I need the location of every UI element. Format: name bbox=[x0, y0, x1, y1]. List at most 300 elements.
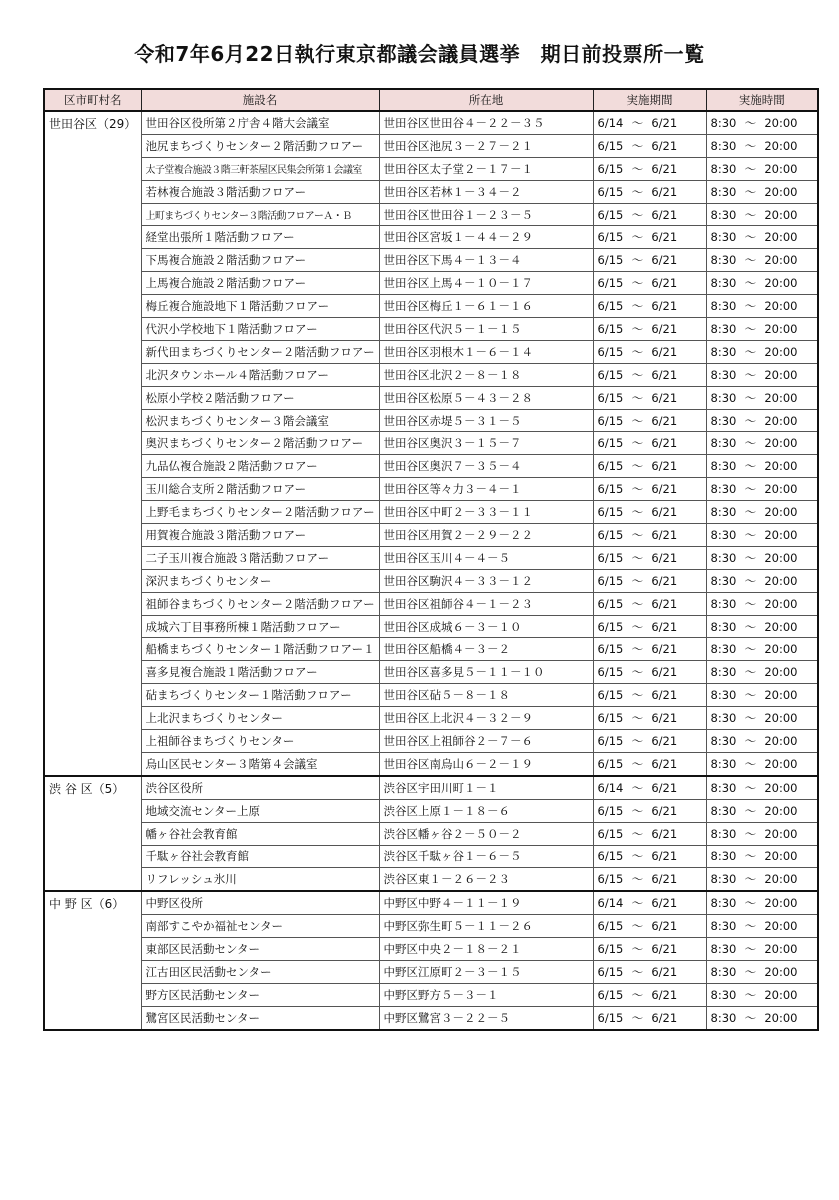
address-cell: 世田谷区赤堤５－３１－５ bbox=[379, 409, 593, 432]
period-end: 6/21 bbox=[651, 344, 678, 359]
period-separator: ～ bbox=[631, 573, 644, 588]
period-separator: ～ bbox=[631, 711, 644, 726]
hours-start: 8:30 bbox=[710, 711, 737, 726]
period-start: 6/15 bbox=[597, 733, 624, 748]
period-end: 6/21 bbox=[651, 711, 678, 726]
hours-end: 20:00 bbox=[764, 780, 798, 795]
hours-end: 20:00 bbox=[764, 207, 798, 222]
period-separator: ～ bbox=[631, 367, 644, 382]
table-row bbox=[44, 272, 818, 295]
hours-start: 8:30 bbox=[710, 596, 737, 611]
facility-cell: リフレッシュ氷川 bbox=[141, 868, 379, 891]
facility-cell: 東部区民活動センター bbox=[141, 938, 379, 961]
period-start: 6/15 bbox=[597, 390, 624, 405]
address-cell: 世田谷区玉川４－４－５ bbox=[379, 546, 593, 569]
period-separator: ～ bbox=[631, 436, 644, 451]
hours-end: 20:00 bbox=[764, 803, 798, 818]
period-separator: ～ bbox=[631, 321, 644, 336]
hours-start: 8:30 bbox=[710, 942, 737, 956]
hours-start: 8:30 bbox=[710, 299, 737, 314]
hours-start: 8:30 bbox=[710, 207, 737, 222]
facility-cell: 世田谷区役所第２庁舎４階大会議室 bbox=[141, 111, 379, 134]
period-separator: ～ bbox=[631, 459, 644, 474]
hours-start: 8:30 bbox=[710, 642, 737, 657]
hours-separator: ～ bbox=[744, 184, 757, 199]
municipality-cell: 渋 谷 区（5） bbox=[44, 776, 141, 891]
hours-separator: ～ bbox=[744, 459, 757, 474]
period-separator: ～ bbox=[631, 390, 644, 405]
facility-cell: 経堂出張所１階活動フロアー bbox=[141, 226, 379, 249]
hours-end: 20:00 bbox=[764, 527, 798, 542]
period-start: 6/15 bbox=[597, 756, 624, 771]
period-cell bbox=[593, 776, 706, 799]
period-separator: ～ bbox=[631, 964, 644, 979]
period-cell bbox=[593, 455, 706, 478]
period-start: 6/15 bbox=[597, 321, 624, 336]
hours-separator: ～ bbox=[744, 482, 757, 497]
hours-start: 8:30 bbox=[710, 505, 737, 520]
hours-cell bbox=[706, 340, 818, 363]
address-cell: 世田谷区成城６－３－１０ bbox=[379, 615, 593, 638]
period-cell bbox=[593, 845, 706, 868]
hours-separator: ～ bbox=[744, 276, 757, 291]
hours-separator: ～ bbox=[744, 826, 757, 841]
municipality-cell: 世田谷区（29） bbox=[44, 111, 141, 776]
table-row bbox=[44, 226, 818, 249]
period-separator: ～ bbox=[631, 803, 644, 818]
period-cell bbox=[593, 432, 706, 455]
period-separator: ～ bbox=[631, 230, 644, 245]
address-cell: 世田谷区用賀２－２９－２２ bbox=[379, 524, 593, 547]
address-cell: 中野区江原町２－３－１５ bbox=[379, 960, 593, 983]
hours-start: 8:30 bbox=[710, 964, 737, 979]
period-start: 6/15 bbox=[597, 207, 624, 222]
facility-cell: 太子堂複合施設３階三軒茶屋区民集会所第１会議室 bbox=[141, 157, 379, 180]
period-start: 6/15 bbox=[597, 413, 624, 428]
facility-cell: 深沢まちづくりセンター bbox=[141, 569, 379, 592]
hours-end: 20:00 bbox=[764, 138, 798, 153]
hours-start: 8:30 bbox=[710, 849, 737, 864]
period-separator: ～ bbox=[631, 505, 644, 520]
header-row bbox=[44, 89, 818, 111]
hours-end: 20:00 bbox=[764, 849, 798, 864]
header-hours: 実施時間 bbox=[706, 89, 818, 111]
hours-separator: ～ bbox=[744, 942, 757, 956]
hours-start: 8:30 bbox=[710, 826, 737, 841]
period-cell bbox=[593, 226, 706, 249]
period-start: 6/15 bbox=[597, 184, 624, 199]
period-start: 6/15 bbox=[597, 505, 624, 520]
hours-end: 20:00 bbox=[764, 276, 798, 291]
period-end: 6/21 bbox=[651, 115, 678, 130]
header-period: 実施期間 bbox=[593, 89, 706, 111]
period-cell bbox=[593, 318, 706, 341]
table-row bbox=[44, 111, 818, 134]
facility-cell: 下馬複合施設２階活動フロアー bbox=[141, 249, 379, 272]
table-row bbox=[44, 524, 818, 547]
facility-cell: 江古田区民活動センター bbox=[141, 960, 379, 983]
table-row bbox=[44, 432, 818, 455]
period-end: 6/21 bbox=[651, 230, 678, 245]
period-start: 6/15 bbox=[597, 711, 624, 726]
address-cell: 渋谷区東１－２６－２３ bbox=[379, 868, 593, 891]
hours-separator: ～ bbox=[744, 872, 757, 887]
period-end: 6/21 bbox=[651, 207, 678, 222]
period-cell bbox=[593, 638, 706, 661]
period-separator: ～ bbox=[631, 733, 644, 748]
hours-separator: ～ bbox=[744, 550, 757, 565]
period-start: 6/15 bbox=[597, 436, 624, 451]
address-cell: 世田谷区池尻３－２７－２１ bbox=[379, 134, 593, 157]
hours-separator: ～ bbox=[744, 756, 757, 771]
address-cell: 世田谷区南烏山６－２－１９ bbox=[379, 752, 593, 775]
address-cell: 世田谷区宮坂１－４４－２９ bbox=[379, 226, 593, 249]
facility-cell: 九品仏複合施設２階活動フロアー bbox=[141, 455, 379, 478]
facility-cell: 新代田まちづくりセンター２階活動フロアー bbox=[141, 340, 379, 363]
period-cell bbox=[593, 752, 706, 775]
hours-separator: ～ bbox=[744, 780, 757, 795]
hours-start: 8:30 bbox=[710, 872, 737, 887]
hours-start: 8:30 bbox=[710, 459, 737, 474]
period-separator: ～ bbox=[631, 344, 644, 359]
table-row bbox=[44, 960, 818, 983]
period-start: 6/15 bbox=[597, 459, 624, 474]
address-cell: 中野区野方５－３－１ bbox=[379, 983, 593, 1006]
hours-start: 8:30 bbox=[710, 138, 737, 153]
hours-cell bbox=[706, 363, 818, 386]
hours-separator: ～ bbox=[744, 849, 757, 864]
hours-end: 20:00 bbox=[764, 872, 798, 887]
header-municipality: 区市町村名 bbox=[44, 89, 141, 111]
address-cell: 世田谷区世田谷４－２２－３５ bbox=[379, 111, 593, 134]
period-start: 6/15 bbox=[597, 849, 624, 864]
period-cell bbox=[593, 272, 706, 295]
table-row bbox=[44, 891, 818, 914]
table-row bbox=[44, 180, 818, 203]
period-separator: ～ bbox=[631, 596, 644, 611]
period-cell bbox=[593, 340, 706, 363]
hours-cell bbox=[706, 478, 818, 501]
period-cell bbox=[593, 363, 706, 386]
hours-end: 20:00 bbox=[764, 344, 798, 359]
hours-separator: ～ bbox=[744, 207, 757, 222]
hours-end: 20:00 bbox=[764, 505, 798, 520]
address-cell: 世田谷区若林１－３４－２ bbox=[379, 180, 593, 203]
period-end: 6/21 bbox=[651, 505, 678, 520]
hours-cell bbox=[706, 707, 818, 730]
hours-end: 20:00 bbox=[764, 161, 798, 176]
period-cell bbox=[593, 546, 706, 569]
hours-cell bbox=[706, 776, 818, 799]
period-end: 6/21 bbox=[651, 942, 678, 956]
period-end: 6/21 bbox=[651, 321, 678, 336]
hours-start: 8:30 bbox=[710, 482, 737, 497]
period-end: 6/21 bbox=[651, 184, 678, 199]
table-row bbox=[44, 776, 818, 799]
period-separator: ～ bbox=[631, 527, 644, 542]
table-row bbox=[44, 615, 818, 638]
period-cell bbox=[593, 938, 706, 961]
hours-separator: ～ bbox=[744, 527, 757, 542]
hours-start: 8:30 bbox=[710, 390, 737, 405]
hours-start: 8:30 bbox=[710, 919, 737, 934]
address-cell: 中野区中央２－１８－２１ bbox=[379, 938, 593, 961]
hours-separator: ～ bbox=[744, 138, 757, 153]
period-end: 6/21 bbox=[651, 482, 678, 497]
period-end: 6/21 bbox=[651, 276, 678, 291]
hours-end: 20:00 bbox=[764, 367, 798, 382]
hours-cell bbox=[706, 684, 818, 707]
period-cell bbox=[593, 960, 706, 983]
period-cell bbox=[593, 1006, 706, 1029]
period-separator: ～ bbox=[631, 919, 644, 934]
period-cell bbox=[593, 822, 706, 845]
hours-cell bbox=[706, 318, 818, 341]
address-cell: 中野区鷺宮３－２２－５ bbox=[379, 1006, 593, 1029]
table-row bbox=[44, 501, 818, 524]
address-cell: 世田谷区代沢５－１－１５ bbox=[379, 318, 593, 341]
period-end: 6/21 bbox=[651, 987, 678, 1002]
hours-cell bbox=[706, 111, 818, 134]
facility-cell: 奥沢まちづくりセンター２階活動フロアー bbox=[141, 432, 379, 455]
hours-cell bbox=[706, 752, 818, 775]
hours-end: 20:00 bbox=[764, 711, 798, 726]
hours-end: 20:00 bbox=[764, 482, 798, 497]
period-cell bbox=[593, 707, 706, 730]
address-cell: 世田谷区羽根木１－６－１４ bbox=[379, 340, 593, 363]
hours-separator: ～ bbox=[744, 436, 757, 451]
hours-start: 8:30 bbox=[710, 803, 737, 818]
period-cell bbox=[593, 180, 706, 203]
hours-cell bbox=[706, 938, 818, 961]
polling-station-table bbox=[43, 88, 819, 1031]
hours-end: 20:00 bbox=[764, 642, 798, 657]
facility-cell: 北沢タウンホール４階活動フロアー bbox=[141, 363, 379, 386]
facility-cell: 池尻まちづくりセンター２階活動フロアー bbox=[141, 134, 379, 157]
period-start: 6/15 bbox=[597, 665, 624, 680]
hours-end: 20:00 bbox=[764, 619, 798, 634]
hours-cell bbox=[706, 915, 818, 938]
period-end: 6/21 bbox=[651, 665, 678, 680]
period-separator: ～ bbox=[631, 550, 644, 565]
hours-cell bbox=[706, 730, 818, 753]
facility-cell: 烏山区民センター３階第４会議室 bbox=[141, 752, 379, 775]
hours-cell bbox=[706, 638, 818, 661]
period-cell bbox=[593, 615, 706, 638]
hours-end: 20:00 bbox=[764, 184, 798, 199]
period-start: 6/15 bbox=[597, 942, 624, 956]
hours-start: 8:30 bbox=[710, 230, 737, 245]
period-cell bbox=[593, 386, 706, 409]
facility-cell: 鷺宮区民活動センター bbox=[141, 1006, 379, 1029]
facility-cell: 千駄ヶ谷社会教育館 bbox=[141, 845, 379, 868]
facility-cell: 喜多見複合施設１階活動フロアー bbox=[141, 661, 379, 684]
hours-end: 20:00 bbox=[764, 665, 798, 680]
hours-separator: ～ bbox=[744, 115, 757, 130]
hours-start: 8:30 bbox=[710, 733, 737, 748]
hours-end: 20:00 bbox=[764, 688, 798, 703]
period-start: 6/15 bbox=[597, 138, 624, 153]
hours-start: 8:30 bbox=[710, 780, 737, 795]
hours-separator: ～ bbox=[744, 711, 757, 726]
period-end: 6/21 bbox=[651, 733, 678, 748]
address-cell: 世田谷区奥沢３－１５－７ bbox=[379, 432, 593, 455]
period-start: 6/15 bbox=[597, 367, 624, 382]
period-separator: ～ bbox=[631, 756, 644, 771]
header-address: 所在地 bbox=[379, 89, 593, 111]
address-cell: 世田谷区喜多見５－１１－１０ bbox=[379, 661, 593, 684]
table-row bbox=[44, 638, 818, 661]
period-start: 6/14 bbox=[597, 780, 624, 795]
period-end: 6/21 bbox=[651, 367, 678, 382]
address-cell: 世田谷区太子堂２－１７－１ bbox=[379, 157, 593, 180]
hours-end: 20:00 bbox=[764, 413, 798, 428]
period-end: 6/21 bbox=[651, 688, 678, 703]
table-row bbox=[44, 318, 818, 341]
period-end: 6/21 bbox=[651, 138, 678, 153]
hours-cell bbox=[706, 524, 818, 547]
hours-cell bbox=[706, 295, 818, 318]
hours-end: 20:00 bbox=[764, 896, 798, 911]
period-end: 6/21 bbox=[651, 803, 678, 818]
hours-separator: ～ bbox=[744, 321, 757, 336]
hours-cell bbox=[706, 845, 818, 868]
period-end: 6/21 bbox=[651, 413, 678, 428]
period-end: 6/21 bbox=[651, 896, 678, 911]
hours-end: 20:00 bbox=[764, 115, 798, 130]
facility-cell: 上野毛まちづくりセンター２階活動フロアー bbox=[141, 501, 379, 524]
hours-start: 8:30 bbox=[710, 573, 737, 588]
hours-start: 8:30 bbox=[710, 321, 737, 336]
facility-cell: 梅丘複合施設地下１階活動フロアー bbox=[141, 295, 379, 318]
period-end: 6/21 bbox=[651, 299, 678, 314]
period-start: 6/15 bbox=[597, 344, 624, 359]
hours-separator: ～ bbox=[744, 688, 757, 703]
table-row bbox=[44, 409, 818, 432]
period-separator: ～ bbox=[631, 665, 644, 680]
hours-cell bbox=[706, 180, 818, 203]
hours-cell bbox=[706, 592, 818, 615]
address-cell: 世田谷区松原５－４３－２８ bbox=[379, 386, 593, 409]
hours-cell bbox=[706, 868, 818, 891]
period-start: 6/15 bbox=[597, 482, 624, 497]
hours-cell bbox=[706, 822, 818, 845]
period-separator: ～ bbox=[631, 642, 644, 657]
hours-separator: ～ bbox=[744, 596, 757, 611]
hours-start: 8:30 bbox=[710, 184, 737, 199]
period-start: 6/15 bbox=[597, 527, 624, 542]
period-end: 6/21 bbox=[651, 872, 678, 887]
address-cell: 世田谷区上馬４－１０－１７ bbox=[379, 272, 593, 295]
table-row bbox=[44, 1006, 818, 1029]
address-cell: 世田谷区北沢２－８－１８ bbox=[379, 363, 593, 386]
hours-separator: ～ bbox=[744, 803, 757, 818]
table-row bbox=[44, 845, 818, 868]
table-row bbox=[44, 569, 818, 592]
address-cell: 世田谷区上祖師谷２－７－６ bbox=[379, 730, 593, 753]
hours-start: 8:30 bbox=[710, 896, 737, 911]
period-end: 6/21 bbox=[651, 1010, 678, 1025]
address-cell: 中野区中野４－１１－１９ bbox=[379, 891, 593, 914]
facility-cell: 祖師谷まちづくりセンター２階活動フロアー bbox=[141, 592, 379, 615]
hours-start: 8:30 bbox=[710, 344, 737, 359]
facility-cell: 地域交流センター上原 bbox=[141, 799, 379, 822]
hours-end: 20:00 bbox=[764, 321, 798, 336]
hours-start: 8:30 bbox=[710, 413, 737, 428]
period-separator: ～ bbox=[631, 872, 644, 887]
hours-start: 8:30 bbox=[710, 115, 737, 130]
period-separator: ～ bbox=[631, 780, 644, 795]
period-separator: ～ bbox=[631, 826, 644, 841]
table-row bbox=[44, 455, 818, 478]
facility-cell: 二子玉川複合施設３階活動フロアー bbox=[141, 546, 379, 569]
hours-separator: ～ bbox=[744, 161, 757, 176]
hours-separator: ～ bbox=[744, 896, 757, 911]
period-end: 6/21 bbox=[651, 826, 678, 841]
table-row bbox=[44, 134, 818, 157]
period-start: 6/14 bbox=[597, 896, 624, 911]
period-separator: ～ bbox=[631, 253, 644, 268]
hours-end: 20:00 bbox=[764, 987, 798, 1002]
municipality-cell: 中 野 区（6） bbox=[44, 891, 141, 1029]
period-separator: ～ bbox=[631, 276, 644, 291]
hours-start: 8:30 bbox=[710, 161, 737, 176]
table-row bbox=[44, 157, 818, 180]
period-end: 6/21 bbox=[651, 596, 678, 611]
period-start: 6/15 bbox=[597, 642, 624, 657]
period-end: 6/21 bbox=[651, 253, 678, 268]
period-start: 6/15 bbox=[597, 826, 624, 841]
hours-separator: ～ bbox=[744, 665, 757, 680]
hours-start: 8:30 bbox=[710, 276, 737, 291]
period-separator: ～ bbox=[631, 1010, 644, 1025]
hours-cell bbox=[706, 226, 818, 249]
period-end: 6/21 bbox=[651, 527, 678, 542]
table-row bbox=[44, 707, 818, 730]
period-cell bbox=[593, 569, 706, 592]
period-end: 6/21 bbox=[651, 619, 678, 634]
table-row bbox=[44, 386, 818, 409]
period-separator: ～ bbox=[631, 942, 644, 956]
period-start: 6/15 bbox=[597, 276, 624, 291]
table-row bbox=[44, 915, 818, 938]
facility-cell: 船橋まちづくりセンター１階活動フロアー１ bbox=[141, 638, 379, 661]
period-start: 6/15 bbox=[597, 688, 624, 703]
header-facility: 施設名 bbox=[141, 89, 379, 111]
period-cell bbox=[593, 295, 706, 318]
period-cell bbox=[593, 983, 706, 1006]
hours-end: 20:00 bbox=[764, 942, 798, 956]
hours-cell bbox=[706, 455, 818, 478]
hours-start: 8:30 bbox=[710, 665, 737, 680]
address-cell: 世田谷区世田谷１－２３－５ bbox=[379, 203, 593, 226]
period-separator: ～ bbox=[631, 184, 644, 199]
address-cell: 世田谷区砧５－８－１８ bbox=[379, 684, 593, 707]
hours-separator: ～ bbox=[744, 619, 757, 634]
period-cell bbox=[593, 524, 706, 547]
hours-start: 8:30 bbox=[710, 619, 737, 634]
address-cell: 渋谷区幡ヶ谷２－５０－２ bbox=[379, 822, 593, 845]
hours-separator: ～ bbox=[744, 733, 757, 748]
table-row bbox=[44, 203, 818, 226]
address-cell: 世田谷区下馬４－１３－４ bbox=[379, 249, 593, 272]
hours-end: 20:00 bbox=[764, 826, 798, 841]
hours-cell bbox=[706, 546, 818, 569]
period-cell bbox=[593, 111, 706, 134]
period-start: 6/15 bbox=[597, 299, 624, 314]
period-end: 6/21 bbox=[651, 964, 678, 979]
hours-end: 20:00 bbox=[764, 230, 798, 245]
